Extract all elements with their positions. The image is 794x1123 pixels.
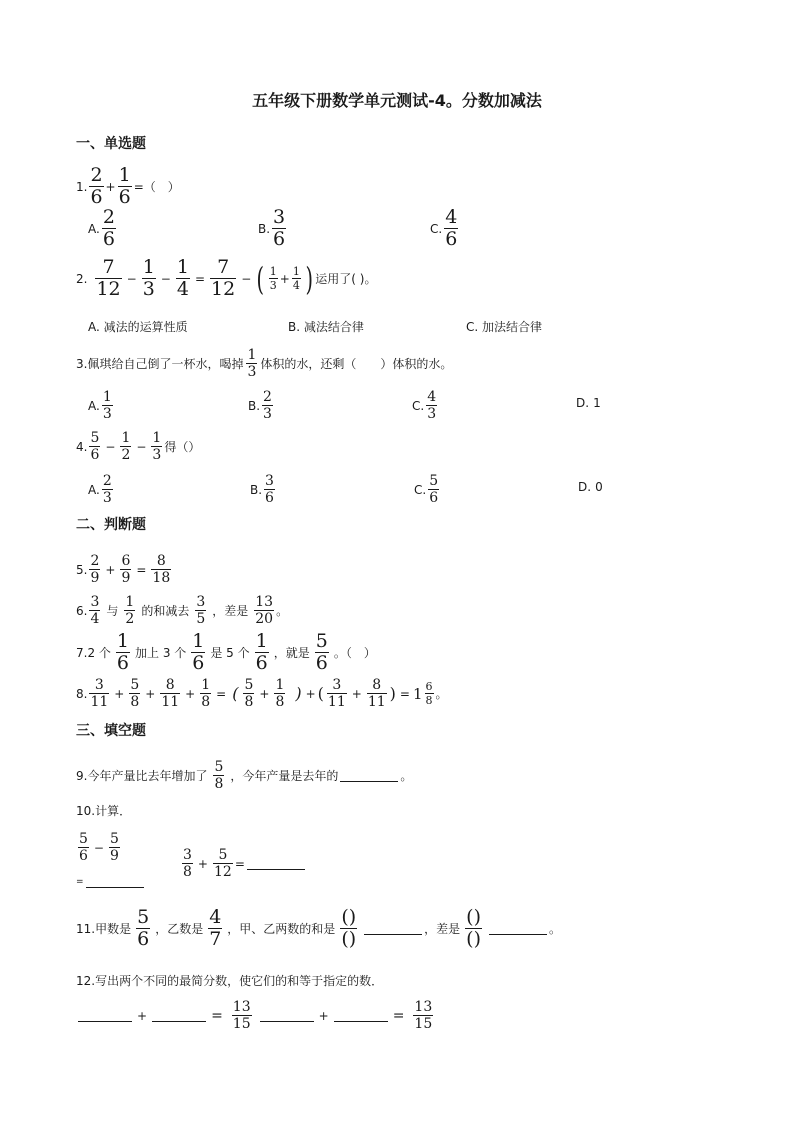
denominator: 3 [102, 406, 112, 422]
numerator: 1 [176, 256, 189, 278]
fraction [208, 908, 222, 949]
fraction [78, 832, 89, 863]
numerator: 5 [214, 759, 224, 775]
question-tail: 得（） [164, 440, 201, 454]
q3-option-a[interactable] [88, 390, 115, 421]
numerator: 5 [130, 677, 140, 693]
numerator: 4 [427, 389, 437, 405]
question-12-label: 12.写出两个不同的最简分数，使它们的和等于指定的数． [76, 974, 384, 988]
mixed-number [413, 681, 436, 706]
fraction [89, 554, 100, 585]
denominator: 8 [244, 694, 254, 710]
open-paren: ( [232, 684, 239, 703]
fraction [200, 678, 211, 709]
denominator: 11 [90, 694, 109, 710]
numerator: 7 [102, 256, 115, 278]
q1-option-a[interactable] [88, 208, 118, 249]
fraction [243, 678, 254, 709]
numerator: 7 [217, 256, 230, 278]
fraction [272, 208, 286, 249]
option-value: 0 [595, 480, 603, 494]
minus-sign: − [126, 271, 137, 286]
plus-sign: + [185, 686, 196, 701]
question-text: 9.今年产量比去年增加了 [76, 769, 208, 783]
fraction [89, 595, 100, 626]
option-label: A. [88, 482, 100, 497]
denominator: 8 [183, 864, 192, 880]
denominator: 12 [213, 864, 232, 880]
numerator: 5 [79, 831, 88, 847]
question-text: 是 5 个 [210, 646, 250, 660]
denominator: 11 [367, 694, 386, 710]
fraction [210, 258, 236, 299]
plus-sign: + [351, 686, 362, 701]
answer-blank[interactable] [489, 923, 547, 935]
question-text: 体积的水，还剩（ ）体积的水。 [260, 357, 453, 371]
denominator: 6 [445, 228, 458, 250]
fraction [89, 166, 103, 207]
numerator: () [341, 906, 357, 928]
denominator: 3 [247, 364, 257, 380]
fraction [120, 431, 131, 462]
q10-answer-a [76, 876, 146, 888]
fraction [142, 258, 156, 299]
numerator: 3 [265, 473, 274, 489]
plus-sign: + [145, 686, 156, 701]
question-text: ，今年产量是去年的 [230, 769, 339, 783]
question-tail: 运用了( )。 [315, 272, 377, 286]
q4-option-c[interactable] [414, 474, 441, 505]
question-text: 的和减去 [141, 604, 190, 618]
fraction [124, 595, 135, 626]
denominator: 6 [265, 490, 274, 506]
answer-paren: =（ ） [133, 180, 180, 194]
question-text: ，甲、乙两数的和是 [227, 922, 336, 936]
option-label: B. [250, 482, 263, 497]
question-5 [76, 554, 173, 585]
denominator: 11 [327, 694, 346, 710]
numerator: 5 [109, 831, 119, 847]
numerator: 1 [275, 677, 285, 693]
minus-sign: − [241, 271, 252, 286]
denominator: () [466, 928, 481, 950]
fraction [327, 678, 347, 709]
numerator: 1 [116, 630, 129, 652]
q3-option-c[interactable] [412, 390, 439, 421]
equals-sign: = [194, 271, 206, 286]
denominator: 6 [429, 490, 439, 506]
empty-fraction[interactable] [340, 908, 357, 949]
numerator: 1 [121, 430, 131, 446]
numerator: 4 [209, 906, 222, 928]
denominator: 6 [116, 652, 129, 674]
question-10-label: 10.计算． [76, 804, 132, 818]
question-text: ，乙数是 [155, 922, 204, 936]
numerator: 2 [90, 164, 103, 186]
numerator: 1 [201, 677, 211, 693]
denominator: 8 [201, 694, 211, 710]
denominator: 3 [427, 406, 437, 422]
numerator: 5 [315, 630, 328, 652]
option-label: C. [430, 221, 443, 236]
section-heading-single-choice: 一、单选题 [76, 136, 146, 152]
whole-part: 1 [412, 684, 423, 703]
q2-option-b[interactable]: B. 减法结合律 [288, 320, 364, 334]
numerator: 3 [273, 206, 286, 228]
fraction [269, 266, 278, 291]
option-label: C. [414, 482, 427, 497]
fraction [425, 681, 434, 706]
denominator: 9 [90, 570, 100, 586]
numerator: 2 [90, 553, 100, 569]
question-text: 加上 3 个 [135, 646, 187, 660]
fraction [292, 266, 301, 291]
equals-sign: = [392, 1007, 405, 1024]
numerator: 8 [372, 677, 382, 693]
question-text: ，差是 [424, 922, 461, 936]
numerator: 8 [165, 677, 175, 693]
minus-sign: − [105, 439, 116, 454]
fraction [118, 166, 132, 207]
question-number: 8. [76, 686, 88, 701]
denominator: 6 [273, 228, 286, 250]
equals-sign: = [234, 856, 245, 871]
denominator: 4 [292, 279, 300, 292]
numerator: 1 [102, 389, 112, 405]
option-label: C. [412, 398, 425, 413]
plus-sign: + [197, 856, 208, 871]
fraction [255, 632, 269, 673]
numerator: 2 [263, 389, 272, 405]
open-paren: ( [317, 684, 324, 703]
fraction [213, 848, 233, 879]
denominator: 3 [152, 447, 162, 463]
numerator: 3 [196, 594, 206, 610]
denominator: 6 [102, 228, 115, 250]
denominator: 8 [130, 694, 140, 710]
question-number: 4. [76, 439, 88, 454]
fraction [426, 390, 437, 421]
question-text: 。 [400, 769, 413, 783]
option-label: B. [258, 221, 271, 236]
denominator: 5 [196, 611, 206, 627]
plus-sign: + [279, 271, 290, 286]
plus-sign: + [259, 686, 270, 701]
denominator: 6 [118, 186, 131, 208]
option-value: 1 [593, 396, 601, 410]
denominator: 6 [192, 652, 205, 674]
numerator: 5 [429, 473, 439, 489]
fraction [89, 678, 109, 709]
denominator: 20 [255, 611, 274, 627]
numerator: 3 [94, 677, 104, 693]
fraction [102, 390, 113, 421]
question-number: 1. [76, 179, 88, 194]
minus-sign: − [136, 439, 147, 454]
numerator: 1 [152, 430, 162, 446]
fraction [109, 832, 120, 863]
numerator: 13 [414, 999, 433, 1015]
empty-fraction[interactable] [465, 908, 482, 949]
numerator: 3 [183, 847, 192, 863]
plus-sign: + [137, 1008, 148, 1023]
denominator: 11 [161, 694, 180, 710]
fraction [413, 1000, 433, 1031]
numerator: 3 [332, 677, 342, 693]
fraction [102, 474, 113, 505]
question-1 [76, 166, 180, 207]
denominator: 8 [275, 694, 285, 710]
question-text: ，差是 [212, 604, 249, 618]
fraction [191, 632, 205, 673]
denominator: 3 [102, 490, 112, 506]
section-heading-fill-blank: 三、填空题 [76, 723, 146, 739]
answer-blank[interactable] [364, 923, 422, 935]
denominator: 2 [125, 611, 135, 627]
denominator: 15 [232, 1016, 251, 1032]
numerator: 1 [269, 265, 277, 278]
answer-blank[interactable] [334, 1010, 388, 1022]
fraction [213, 760, 224, 791]
fraction [182, 848, 193, 879]
equals-sign: = [399, 686, 410, 701]
denominator: 12 [211, 278, 236, 300]
close-paren: ) [389, 684, 396, 703]
numerator: 6 [425, 680, 433, 693]
question-4 [76, 431, 200, 462]
q1-option-c[interactable] [430, 208, 460, 249]
equals-sign: = [136, 562, 147, 577]
question-8 [76, 678, 448, 709]
denominator: 8 [214, 776, 224, 792]
answer-blank[interactable] [86, 876, 144, 888]
denominator: () [341, 928, 357, 950]
equals-sign: = [211, 1007, 223, 1024]
numerator: 1 [142, 256, 155, 278]
numerator: 3 [90, 594, 100, 610]
answer-blank[interactable] [340, 770, 398, 782]
fraction [254, 595, 274, 626]
section-heading-true-false: 二、判断题 [76, 517, 146, 533]
option-label: D. [576, 396, 590, 410]
q2-option-a[interactable]: A. 减法的运算性质 [88, 320, 188, 334]
fraction [232, 1000, 252, 1031]
q4-option-b[interactable] [250, 474, 277, 505]
numerator: 5 [244, 677, 254, 693]
close-paren: ) [295, 684, 302, 703]
question-11 [76, 908, 561, 949]
q4-option-d[interactable] [578, 480, 603, 494]
denominator: 9 [109, 848, 119, 864]
question-text: 。 [435, 687, 448, 701]
question-text: 。 [548, 922, 561, 936]
fraction [89, 431, 100, 462]
denominator: 6 [79, 848, 88, 864]
fraction [151, 554, 171, 585]
q2-option-c[interactable]: C. 加法结合律 [466, 320, 543, 334]
denominator: 8 [425, 694, 433, 707]
denominator: 15 [414, 1016, 433, 1032]
q1-option-b[interactable] [258, 208, 288, 249]
fraction [160, 678, 180, 709]
fraction [367, 678, 387, 709]
fraction [95, 258, 121, 299]
q3-option-d[interactable] [576, 396, 601, 410]
denominator: 7 [209, 928, 222, 950]
numerator: 1 [118, 164, 131, 186]
option-label: A. [88, 398, 100, 413]
numerator: 5 [218, 847, 228, 863]
denominator: 3 [269, 279, 277, 292]
plus-sign: + [105, 562, 116, 577]
q10-expression-b [180, 848, 307, 879]
answer-blank[interactable] [247, 858, 305, 870]
fraction [136, 908, 150, 949]
numerator: 13 [255, 594, 274, 610]
question-text: 3.佩琪给自己倒了一杯水，喝掉 [76, 357, 244, 371]
numerator: 6 [121, 553, 131, 569]
numerator: 4 [445, 206, 458, 228]
question-7 [76, 632, 376, 673]
question-text: ，就是 [273, 646, 310, 660]
fraction [102, 208, 116, 249]
denominator: 12 [96, 278, 121, 300]
parenthesized-group: ( $\frac{1}{3}$ + $\frac{1}{4}$ ) [256, 259, 313, 298]
question-2 [76, 258, 376, 299]
q12-answer-row [76, 1000, 439, 1031]
question-text: 。 [276, 604, 289, 618]
denominator: 6 [137, 928, 150, 950]
denominator: 3 [142, 278, 155, 300]
denominator: 3 [263, 406, 272, 422]
numerator: 2 [102, 473, 112, 489]
answer-blank[interactable] [260, 1010, 314, 1022]
q3-option-b[interactable] [248, 390, 275, 421]
option-label: A. [88, 221, 100, 236]
denominator: 4 [90, 611, 100, 627]
numerator: 1 [192, 630, 205, 652]
fraction [246, 348, 257, 379]
answer-blank[interactable] [152, 1010, 206, 1022]
numerator: 1 [255, 630, 268, 652]
question-text: 11.甲数是 [76, 922, 132, 936]
numerator: 1 [247, 347, 257, 363]
question-6 [76, 595, 288, 626]
fraction [120, 554, 131, 585]
question-text: 。（ ） [333, 646, 376, 660]
numerator: 2 [102, 206, 115, 228]
denominator: 9 [121, 570, 131, 586]
minus-sign: − [160, 271, 171, 286]
denominator: 4 [176, 278, 189, 300]
option-label: B. [248, 398, 261, 413]
denominator: 6 [90, 186, 103, 208]
fraction [274, 678, 285, 709]
question-9 [76, 760, 412, 791]
fraction [116, 632, 130, 673]
question-number: 6. [76, 603, 88, 618]
fraction [176, 258, 190, 299]
fraction [151, 431, 162, 462]
question-text: 7.2 个 [76, 646, 111, 660]
q10-expression-a [76, 832, 122, 863]
q4-option-a[interactable] [88, 474, 115, 505]
fraction [264, 474, 275, 505]
option-label: D. [578, 480, 592, 494]
denominator: 2 [121, 447, 131, 463]
fraction [444, 208, 458, 249]
page-title: 五年级下册数学单元测试-4。分数加减法 [252, 91, 542, 110]
fraction [428, 474, 439, 505]
question-text: 与 [106, 604, 119, 618]
numerator: 5 [137, 906, 150, 928]
numerator: 5 [90, 430, 100, 446]
denominator: 6 [90, 447, 100, 463]
plus-sign: + [318, 1008, 329, 1023]
question-3 [76, 348, 452, 379]
numerator: 1 [292, 265, 300, 278]
question-number: 5. [76, 562, 88, 577]
denominator: 6 [255, 652, 268, 674]
fraction [129, 678, 140, 709]
fraction [195, 595, 206, 626]
plus-sign: + [114, 686, 125, 701]
minus-sign: − [93, 840, 104, 855]
fraction [262, 390, 273, 421]
plus-sign: + [305, 686, 316, 701]
numerator: 8 [156, 553, 166, 569]
numerator: 1 [125, 594, 135, 610]
denominator: 18 [152, 570, 171, 586]
question-number: 2. [76, 271, 88, 286]
plus-sign: + [105, 179, 116, 194]
answer-blank[interactable] [78, 1010, 132, 1022]
fraction [315, 632, 329, 673]
equals-sign: = [216, 686, 227, 701]
numerator: 13 [232, 999, 251, 1015]
numerator: () [466, 906, 481, 928]
equals-sign: = [76, 877, 84, 887]
denominator: 6 [315, 652, 328, 674]
